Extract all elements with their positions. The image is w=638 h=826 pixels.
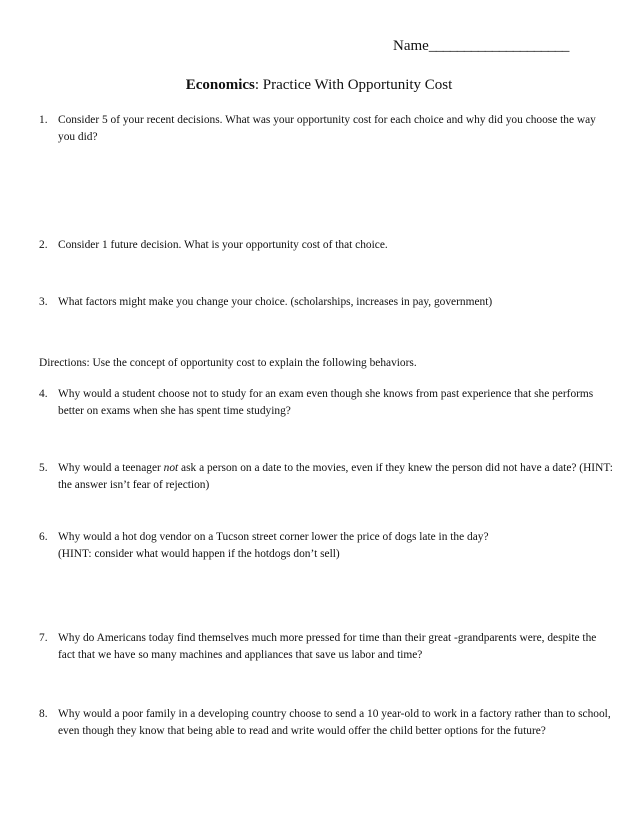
question-text-start: Why would a teenager (58, 462, 164, 474)
question-text: What factors might make you change your choice. (scholarships, increases in pay, government) (58, 296, 493, 308)
question-number: 7. (39, 632, 48, 644)
question-5 (39, 460, 614, 494)
question-text: Consider 5 of your recent decisions. What was your opportunity cost for each choice and why did you choose the way you did? (58, 114, 596, 143)
emphasis-not: not (163, 462, 179, 474)
question-number: 2. (39, 239, 48, 251)
name-label: Name (393, 38, 429, 54)
question-number: 8. (39, 708, 48, 720)
question-text: Why do Americans today find themselves much more pressed for time than their great -grandparents were, despite the fact that we have so many machines and appliances that save us labor and time? (58, 632, 597, 661)
question-7 (39, 630, 614, 664)
question-number: 1. (39, 114, 48, 126)
question-hint: (HINT: consider what would happen if the hotdogs don’t sell) (58, 548, 340, 560)
question-3 (39, 294, 614, 311)
question-number: 5. (39, 462, 48, 474)
question-2 (39, 237, 614, 254)
question-text: Why would a poor family in a developing country choose to send a 10 year-old to work in a factory rather than to school, even though they know that being able to read and write would offer the child better options for the future? (58, 708, 611, 737)
name-field[interactable] (393, 38, 569, 55)
question-number: 4. (39, 388, 48, 400)
question-text (58, 460, 614, 494)
question-6 (39, 529, 614, 563)
directions: Directions: Use the concept of opportunity cost to explain the following behaviors. (39, 357, 417, 369)
question-text: Why would a student choose not to study for an exam even though she knows from past experience that she performs better on exams when she has spent time studying? (58, 388, 594, 417)
question-text: Consider 1 future decision. What is your opportunity cost of that choice. (58, 239, 388, 251)
question-8 (39, 706, 614, 740)
page-title (0, 77, 638, 94)
question-4 (39, 386, 614, 420)
title-rest: : Practice With Opportunity Cost (254, 77, 453, 93)
name-blank-line[interactable]: ____________________ (428, 38, 569, 54)
question-1 (39, 112, 614, 146)
title-subject: Economics (185, 77, 255, 93)
question-text-end: ask a person on a date to the movies, even if they knew the person did not have a date? (HINT: the answer isn’t fear of rejection) (58, 462, 613, 491)
question-number: 3. (39, 296, 48, 308)
question-number: 6. (39, 531, 48, 543)
question-text: Why would a hot dog vendor on a Tucson street corner lower the price of dogs late in the day? (58, 531, 489, 543)
